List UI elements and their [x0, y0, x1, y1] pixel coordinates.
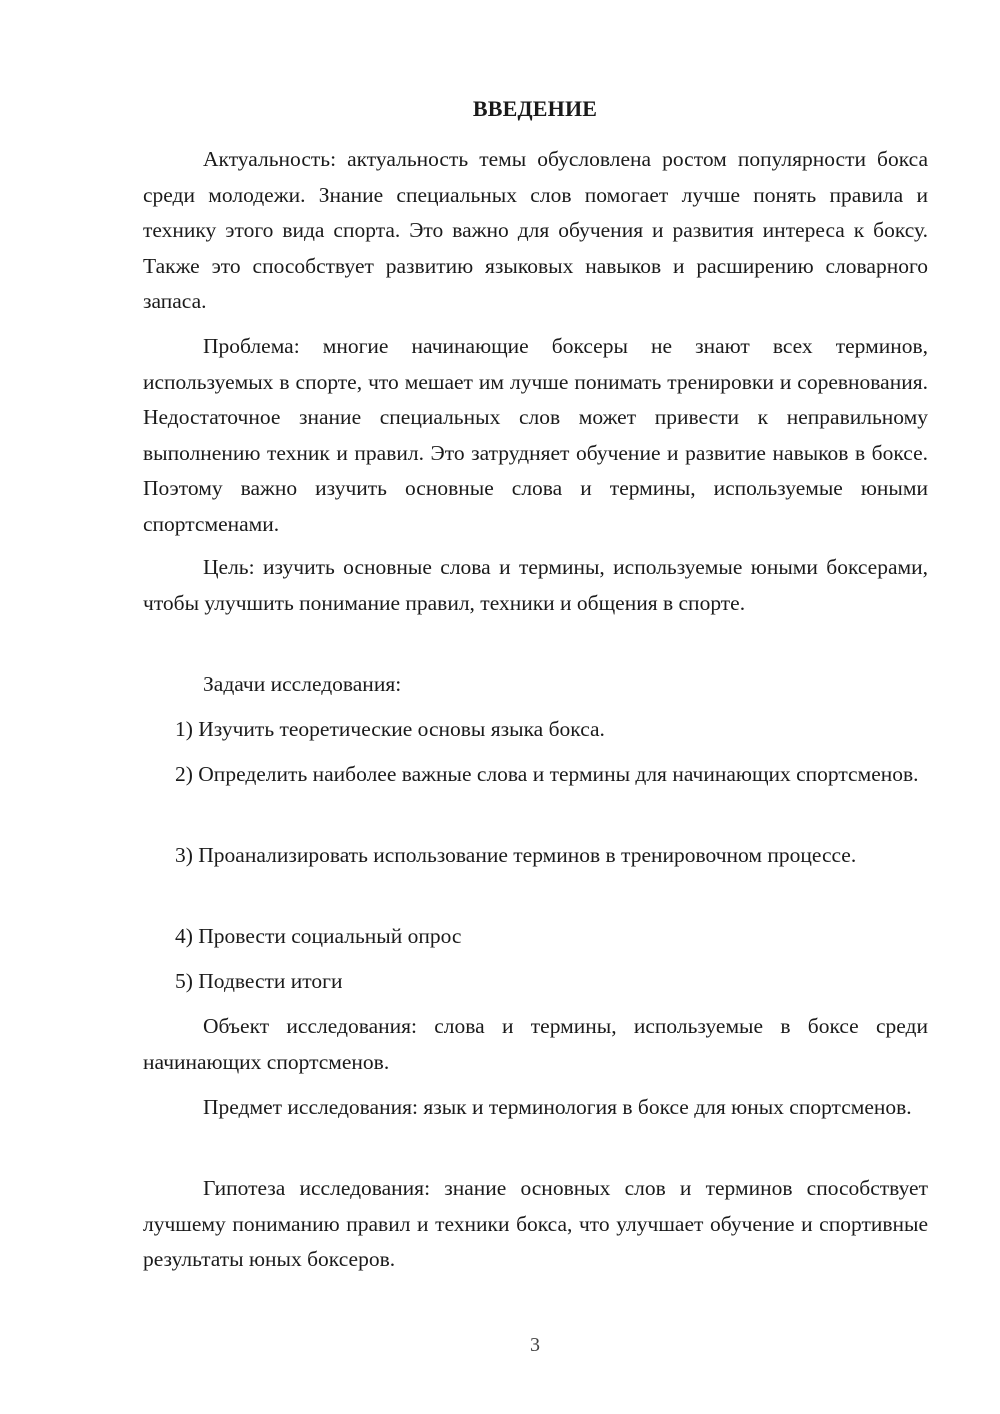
list-item: 1) Изучить теоретические основы языка бокса. [175, 717, 605, 741]
paragraph-problem: Проблема: многие начинающие боксеры не знают всех терминов, используемых в спорте, что мешает им лучше понимать тренировки и соревнования. Недостаточное знание специальных слов может привести к неправильному выполнению техник и правил. Это затрудняет обучение и развитие навыков в боксе. Поэтому важно изучить основные слова и термины, используемые юными спортсменами. [143, 334, 928, 536]
list-item: 2) Определить наиболее важные слова и термины для начинающих спортсменов. [175, 762, 919, 786]
list-item: 4) Провести социальный опрос [175, 924, 462, 948]
paragraph-relevance: Актуальность: актуальность темы обусловлена ростом популярности бокса среди молодежи. Знание специальных слов помогает лучше понять правила и технику этого вида спорта. Это важно для обучения и развития интереса к боксу. Также это способствует развитию языковых навыков и расширению словарного запаса. [143, 147, 928, 313]
list-item: 3) Проанализировать использование терминов в тренировочном процессе. [175, 843, 857, 867]
tasks-heading: Задачи исследования: [203, 672, 402, 696]
page-number: 3 [530, 1334, 540, 1356]
paragraph-object: Объект исследования: слова и термины, используемые в боксе среди начинающих спортсменов. [143, 1014, 928, 1074]
paragraph-goal: Цель: изучить основные слова и термины, используемые юными боксерами, чтобы улучшить понимание правил, техники и общения в спорте. [143, 555, 928, 615]
paragraph-subject: Предмет исследования: язык и терминология в боксе для юных спортсменов. [203, 1095, 912, 1119]
paragraph-hypothesis: Гипотеза исследования: знание основных слов и терминов способствует лучшему пониманию правил и техники бокса, что улучшает обучение и спортивные результаты юных боксеров. [143, 1176, 928, 1271]
list-item: 5) Подвести итоги [175, 969, 343, 993]
page-title: ВВЕДЕНИЕ [472, 96, 598, 121]
